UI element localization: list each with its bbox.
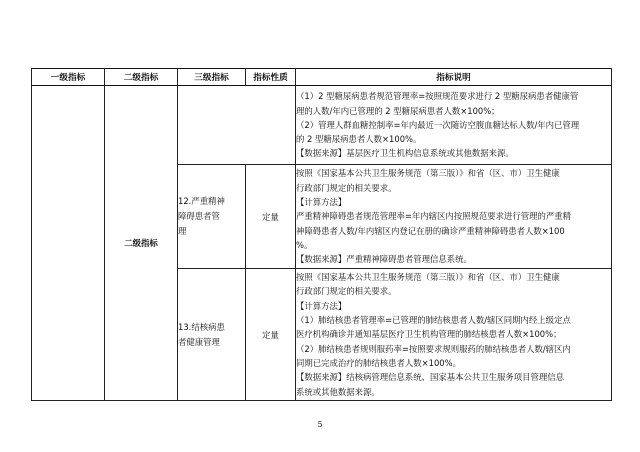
description-line: %。 <box>296 239 313 250</box>
level2-cell: 二级指标 <box>105 86 178 401</box>
description-line: 医疗机构确诊并通知基层医疗卫生机构管理的肺结核患者人数×100%； <box>296 329 562 340</box>
description-line: （1）2 型糖尿病患者规范管理率=按照规范要求进行 2 型糖尿病患者健康管 <box>296 91 579 102</box>
name-line: 理 <box>178 226 187 236</box>
description-line: 严重精神障碍患者规范管理率=年内辖区内按照规范要求进行管理的严重精 <box>296 211 572 222</box>
description-line: （2）管理人群血糖控制率=年内最近一次随访空腹血糖达标人数/年内已管理 <box>296 119 580 130</box>
description-line: 理的人数/年内已管理的 2 型糖尿病患者人数×100%； <box>296 105 500 116</box>
table-header-row <box>32 69 612 86</box>
indicator-table <box>31 68 612 401</box>
description-line: 【数据来源】基层医疗卫生机构信息系统或其他数据来源。 <box>296 148 514 159</box>
description-line: 的 2 型糖尿病患者人数×100%。 <box>296 134 422 145</box>
indicator-nature-12: 定量 <box>246 165 296 269</box>
header-nature: 指标性质 <box>246 69 296 86</box>
description-line: 行政部门规定的相关要求。 <box>296 286 397 297</box>
continued-empty-cell <box>178 86 296 165</box>
header-level2: 二级指标 <box>105 69 178 86</box>
header-level1: 一级指标 <box>32 69 105 86</box>
description-line: 行政部门规定的相关要求。 <box>296 182 397 193</box>
indicator-name-12 <box>178 165 246 269</box>
description-line: （2）肺结核患者规则服药率=按照要求规则服药的肺结核患者人数/辖区内 <box>296 343 571 354</box>
description-line: 【计算方法】 <box>296 300 347 311</box>
indicator-description-12 <box>296 165 612 269</box>
level1-cell <box>32 86 105 401</box>
indicator-nature-13: 定量 <box>246 269 296 401</box>
description-line: 【计算方法】 <box>296 197 347 208</box>
indicator-description-13 <box>296 269 612 401</box>
header-level3: 三级指标 <box>178 69 246 86</box>
indicator-name-13 <box>178 269 246 401</box>
description-line: 【数据来源】严重精神障碍患者管理信息系统。 <box>296 254 472 265</box>
description-line: 神障碍患者人数/年内辖区内登记在册的确诊严重精神障碍患者人数×100 <box>296 225 565 236</box>
name-line: 障碍患者管 <box>178 211 220 221</box>
continued-description <box>296 86 612 165</box>
header-description: 指标说明 <box>296 69 612 86</box>
name-line: 者健康管理 <box>178 336 220 347</box>
description-line: 按照《国家基本公共卫生服务规范（第三版）》和省（区、市）卫生健康 <box>296 272 560 283</box>
description-line: 系统或其他数据来源。 <box>296 386 380 397</box>
name-line: 13.结核病患 <box>178 321 225 332</box>
description-line: （1）肺结核患者管理率=已管理的肺结核患者人数/辖区同期内经上级定点 <box>296 315 571 326</box>
description-line: 按照《国家基本公共卫生服务规范（第三版）》和省（区、市）卫生健康 <box>296 168 560 179</box>
name-line: 12.严重精神 <box>178 196 225 206</box>
description-line: 【数据来源】结核病管理信息系统、国家基本公共卫生服务项目管理信息 <box>296 372 564 383</box>
description-line: 同期已完成治疗的肺结核患者人数×100%。 <box>296 357 461 368</box>
table-row <box>32 86 612 165</box>
page-number: 5 <box>317 420 323 429</box>
